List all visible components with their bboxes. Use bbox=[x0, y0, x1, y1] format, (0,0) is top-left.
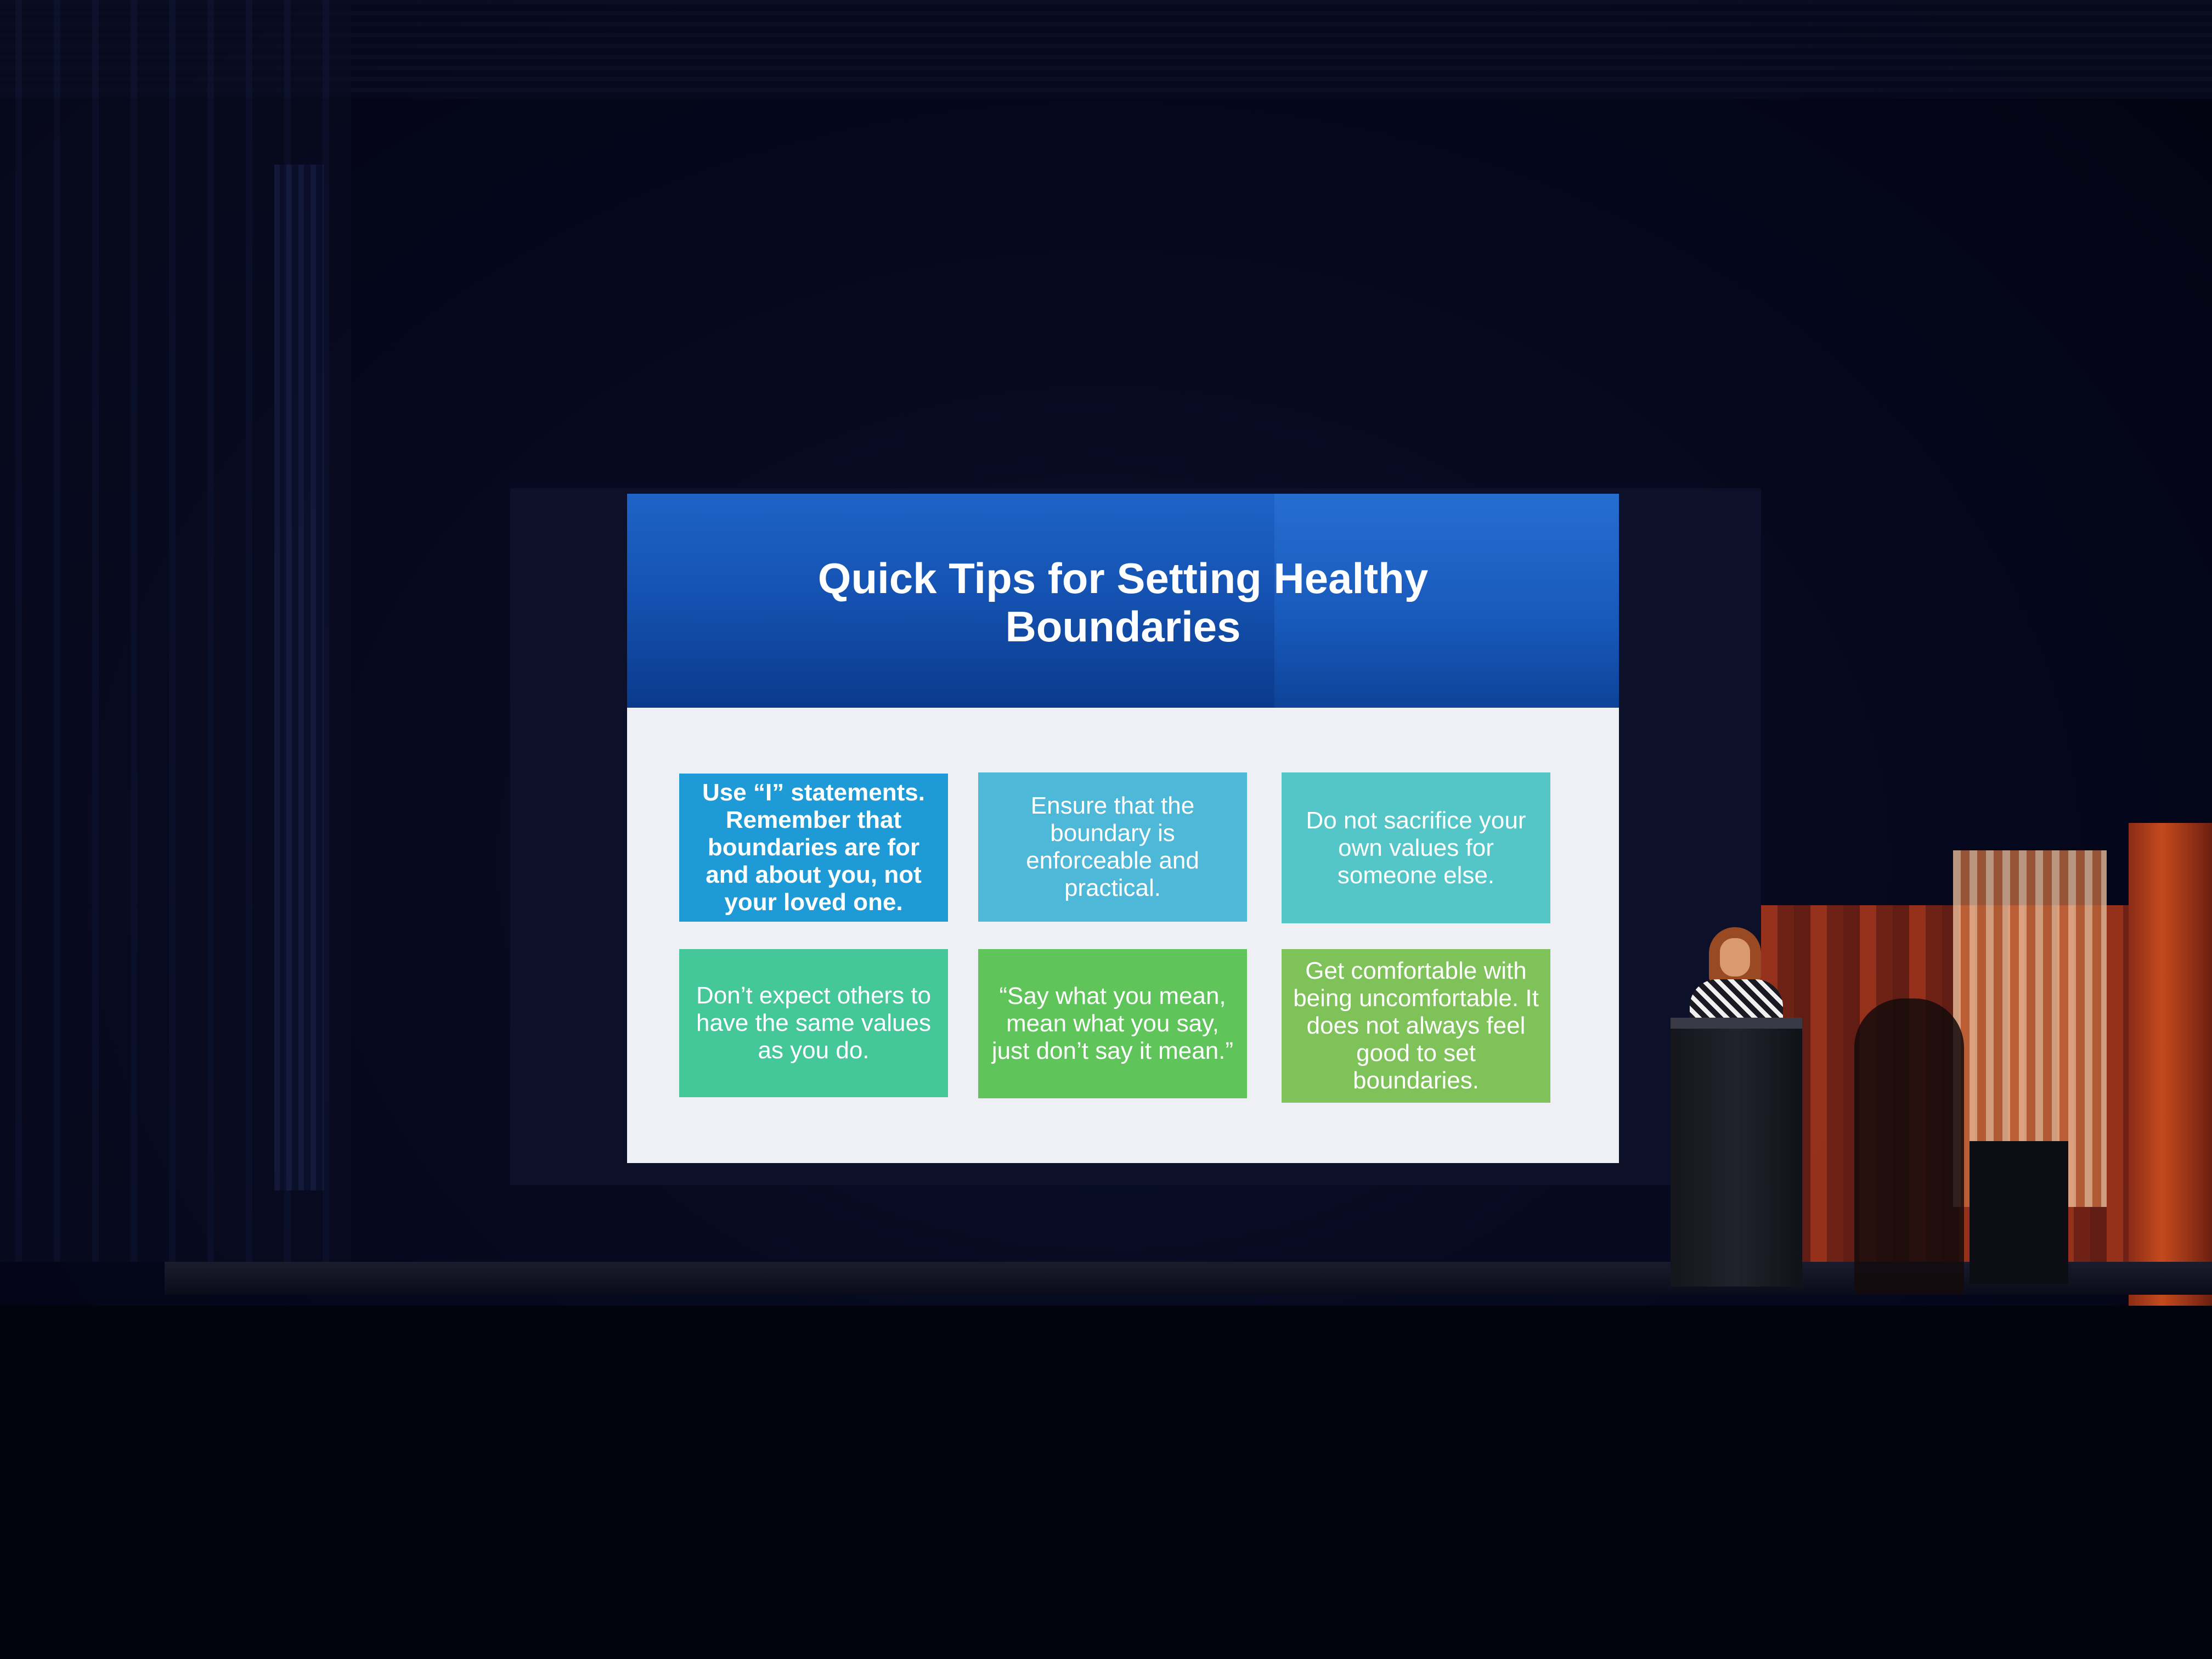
tip-tile bbox=[1282, 772, 1550, 923]
tip-text: Use “I” statements. Remember that boundaries are for and about you, not your loved one. bbox=[702, 779, 925, 916]
tip-tile bbox=[978, 772, 1247, 922]
stage-equipment bbox=[1970, 1141, 2068, 1284]
shadow-figure bbox=[1854, 998, 1964, 1295]
tip-text: Do not sacrifice your own values for someone else. bbox=[1306, 806, 1526, 889]
tip-text: Don’t expect others to have the same values as you do. bbox=[696, 982, 932, 1064]
tip-tile bbox=[1282, 949, 1550, 1103]
tip-text: Get comfortable with being uncomfortable. It does not always feel good to set boundaries. bbox=[1293, 957, 1539, 1094]
tip-tile bbox=[978, 949, 1247, 1098]
speaker-face bbox=[1720, 938, 1750, 977]
tip-tile bbox=[679, 949, 948, 1097]
tip-text: Ensure that the boundary is enforceable and practical. bbox=[1026, 792, 1199, 901]
right-orange-wall bbox=[2129, 823, 2212, 1317]
slide-title bbox=[627, 554, 1619, 651]
tip-text: “Say what you mean, mean what you say, just don’t say it mean.” bbox=[991, 983, 1234, 1064]
podium-top bbox=[1671, 1018, 1802, 1029]
presentation-slide bbox=[627, 494, 1619, 1163]
audience-silhouettes bbox=[0, 1306, 2212, 1659]
tip-tile bbox=[679, 774, 948, 922]
left-curtain-folds bbox=[274, 165, 324, 1190]
slide-title-line-1: Quick Tips for Setting Healthy bbox=[817, 554, 1429, 602]
slide-title-line-2: Boundaries bbox=[1005, 602, 1241, 651]
podium bbox=[1671, 1020, 1802, 1286]
